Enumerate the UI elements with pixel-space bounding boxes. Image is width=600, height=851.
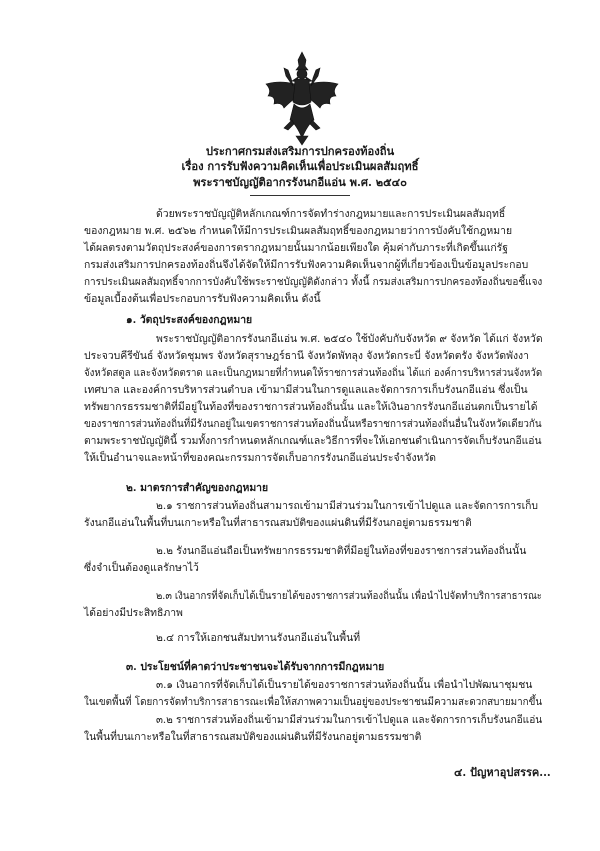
intro-line: ข้อมูลเบื้องต้นเพื่อประกอบการรับฟังความคิดเห็น ดังนี้ bbox=[84, 293, 321, 305]
section-line: ซึ่งจำเป็นต้องดูแลรักษาไว้ bbox=[84, 562, 199, 574]
section-heading: ๓. ประโยชน์ที่คาดว่าประชาชนจะได้รับจากการมีกฎหมาย bbox=[126, 661, 385, 673]
law-name: พระราชบัญญัติอากรรังนกอีแอ่น พ.ศ. ๒๕๔๐ bbox=[193, 175, 407, 189]
section-line: จังหวัดสตูล และจังหวัดตราด และเป็นกฎหมายที่กำหนดให้ราชการส่วนท้องถิ่น ได้แก่ องค์การบริหารส่วนจังหวัด bbox=[84, 367, 543, 379]
intro-line: ของกฎหมาย พ.ศ. ๒๕๖๒ กำหนดให้มีการประเมินผลสัมฤทธิ์ของกฎหมายว่าการบังคับใช้กฎหมาย bbox=[84, 225, 513, 237]
intro-line: ด้วยพระราชบัญญัติหลักเกณฑ์การจัดทำร่างกฎหมายและการประเมินผลสัมฤทธิ์ bbox=[156, 208, 506, 220]
section-line: ๓.๒ ราชการส่วนท้องถิ่นเข้ามามีส่วนร่วมในการเข้าไปดูแล และจัดการการเก็บรังนกอีแอ่น bbox=[156, 714, 543, 726]
section-line: ๒.๔ การให้เอกชนสัมปทานรังนกอีแอ่นในพื้นที่ bbox=[156, 632, 361, 644]
section-line: ๒.๓ เงินอากรที่จัดเก็บได้เป็นรายได้ของราชการส่วนท้องถิ่นนั้น เพื่อนำไปจัดทำบริการสาธารณะ bbox=[156, 590, 542, 602]
section-heading: ๑. วัตถุประสงค์ของกฎหมาย bbox=[126, 314, 253, 326]
section-line: พระราชบัญญัติอากรรังนกอีแอ่น พ.ศ. ๒๕๔๐ ใช้บังคับกับจังหวัด ๙ จังหวัด ได้แก่ จังหวัด bbox=[156, 333, 543, 345]
intro-line: กรมส่งเสริมการปกครองท้องถิ่นจึงได้จัดให้มีการรับฟังความคิดเห็นจากผู้ที่เกี่ยวข้องเป็นข้อมูลประกอบ bbox=[84, 259, 529, 271]
section-heading: ๒. มาตรการสำคัญของกฎหมาย bbox=[126, 482, 269, 494]
section-line: ตามพระราชบัญญัตินี้ รวมทั้งการกำหนดหลักเกณฑ์และวิธีการที่จะให้เอกชนดำเนินการจัดเก็บรังนกอีแอ่น bbox=[84, 435, 542, 447]
intro-line: การประเมินผลสัมฤทธิ์จากการบังคับใช้พระราชบัญญัติดังกล่าว ทั้งนี้ กรมส่งเสริมการปกครองท้องถิ่นขอชี้แจง bbox=[84, 276, 543, 288]
section-line: ในพื้นที่บนเกาะหรือในที่สาธารณสมบัติของแผ่นดินที่มีรังนกอยู่ตามธรรมชาติ bbox=[84, 731, 422, 743]
section-line: ๓.๑ เงินอากรที่จัดเก็บได้เป็นรายได้ของราชการส่วนท้องถิ่นนั้น เพื่อนำไปพัฒนาชุมชน bbox=[156, 679, 533, 691]
section-line: ทรัพยากรธรรมชาติที่มีอยู่ในท้องที่ของราชการส่วนท้องถิ่นนั้น และให้เงินอากรรังนกอีแอ่นตกเป็นรายได้ bbox=[84, 401, 538, 413]
section-line: ของราชการส่วนท้องถิ่นที่มีรังนกอยู่ในเขตราชการส่วนท้องถิ่นนั้นหรือราชการส่วนท้องถิ่นอื่นในจังหวัดเดียวกัน bbox=[84, 418, 542, 430]
continued-marker: ๔. ปัญหาอุปสรรค... bbox=[454, 766, 551, 779]
section-line: ๒.๑ ราชการส่วนท้องถิ่นสามารถเข้ามามีส่วนร่วมในการเข้าไปดูแล และจัดการการเก็บ bbox=[156, 500, 539, 512]
section-line: รังนกอีแอ่นในพื้นที่บนเกาะหรือในที่สาธารณสมบัติของแผ่นดินที่มีรังนกอยู่ตามธรรมชาติ bbox=[84, 517, 472, 529]
section-line: ให้เป็นอำนาจและหน้าที่ของคณะกรรมการจัดเก็บอากรรังนกอีแอ่นประจำจังหวัด bbox=[84, 452, 436, 464]
garuda-emblem-icon bbox=[262, 50, 342, 146]
intro-line: ได้ผลตรงตามวัตถุประสงค์ของการตรากฎหมายนั้นมากน้อยเพียงใด คุ้มค่ากับภาระที่เกิดขึ้นแก่รัฐ bbox=[84, 242, 509, 254]
announcement-title: ประกาศกรมส่งเสริมการปกครองท้องถิ่น bbox=[205, 144, 395, 158]
section-line: ๒.๒ รังนกอีแอ่นถือเป็นทรัพยากรธรรมชาติที่มีอยู่ในท้องที่ของราชการส่วนท้องถิ่นนั้น bbox=[156, 545, 527, 557]
section-line: ประจวบคีรีขันธ์ จังหวัดชุมพร จังหวัดสุราษฎร์ธานี จังหวัดพัทลุง จังหวัดกระบี่ จังหวัดตรัง จังหวัดพังงา bbox=[84, 350, 529, 362]
section-line: ได้อย่างมีประสิทธิภาพ bbox=[84, 607, 183, 619]
section-line: เทศบาล และองค์การบริหารส่วนตำบล เข้ามามีส่วนในการดูแลและจัดการการเก็บรังนกอีแอ่น ซึ่งเป็น bbox=[84, 384, 528, 396]
announcement-subject: เรื่อง การรับฟังความคิดเห็นเพื่อประเมินผลสัมฤทธิ์ bbox=[181, 159, 419, 173]
title-divider bbox=[250, 195, 350, 196]
section-line: ในเขตพื้นที่ โดยการจัดทำบริการสาธารณะเพื่อให้สภาพความเป็นอยู่ของประชาชนมีความสะดวกสบายมากขึ้น bbox=[84, 696, 543, 708]
